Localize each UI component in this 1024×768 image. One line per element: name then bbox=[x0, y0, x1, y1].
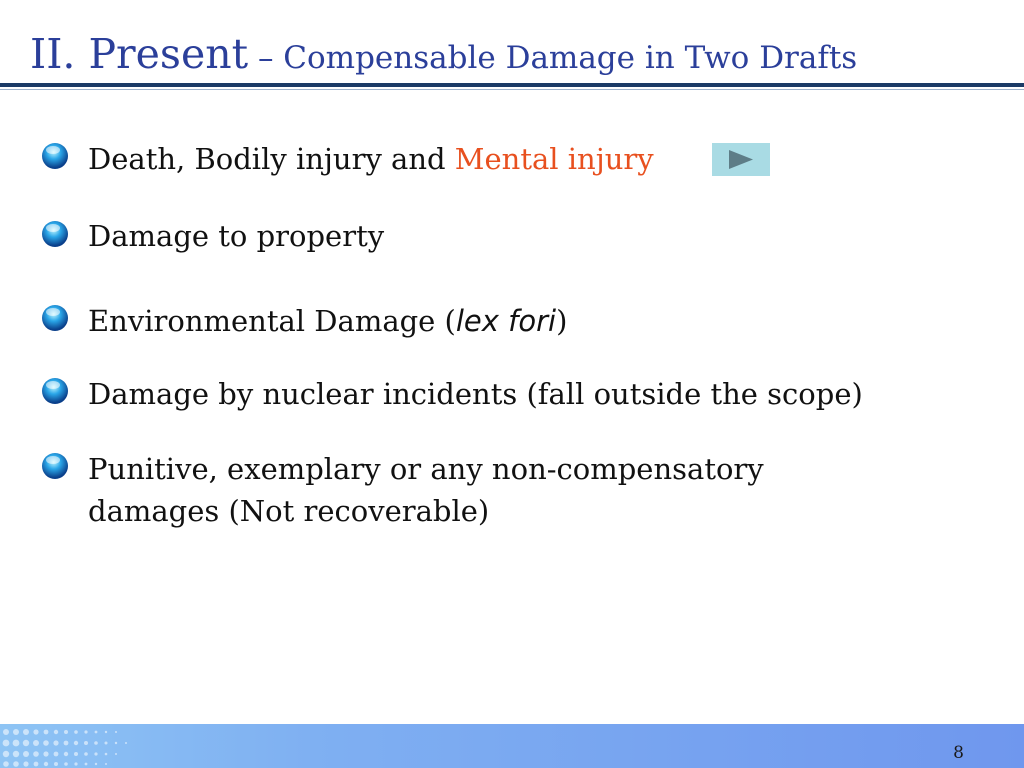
play-icon bbox=[729, 150, 753, 169]
bullet-1-highlight: Mental injury bbox=[454, 142, 654, 176]
bullet-item-3 bbox=[88, 300, 567, 342]
title-subtitle: – Compensable Damage in Two Drafts bbox=[248, 40, 858, 76]
bullet-5-line-1: Punitive, exemplary or any non-compensatory bbox=[88, 452, 764, 486]
title-divider bbox=[0, 83, 1024, 87]
bullet-icon bbox=[40, 376, 70, 406]
title-divider-thin bbox=[0, 89, 1024, 90]
bullet-3-italic: lex fori bbox=[455, 304, 557, 338]
bullet-icon bbox=[40, 451, 70, 481]
title-main: II. Present bbox=[30, 30, 249, 78]
bullet-1-text: Death, Bodily injury and bbox=[88, 142, 455, 176]
page-number: 8 bbox=[953, 743, 964, 763]
bullet-3-text-after: ) bbox=[556, 304, 568, 338]
bullet-item-2: Damage to property bbox=[88, 219, 385, 253]
bullet-3-text: Environmental Damage ( bbox=[88, 304, 456, 338]
play-button[interactable] bbox=[712, 143, 770, 176]
bullet-icon bbox=[40, 141, 70, 171]
bullet-item-5 bbox=[88, 448, 764, 532]
footer-dot-pattern bbox=[0, 724, 200, 768]
bullet-icon bbox=[40, 303, 70, 333]
bullet-5-line-2: damages (Not recoverable) bbox=[88, 494, 490, 528]
slide-title bbox=[30, 30, 857, 78]
bullet-icon bbox=[40, 219, 70, 249]
bullet-item-1 bbox=[88, 138, 654, 180]
bullet-item-4: Damage by nuclear incidents (fall outside the scope) bbox=[88, 377, 863, 411]
